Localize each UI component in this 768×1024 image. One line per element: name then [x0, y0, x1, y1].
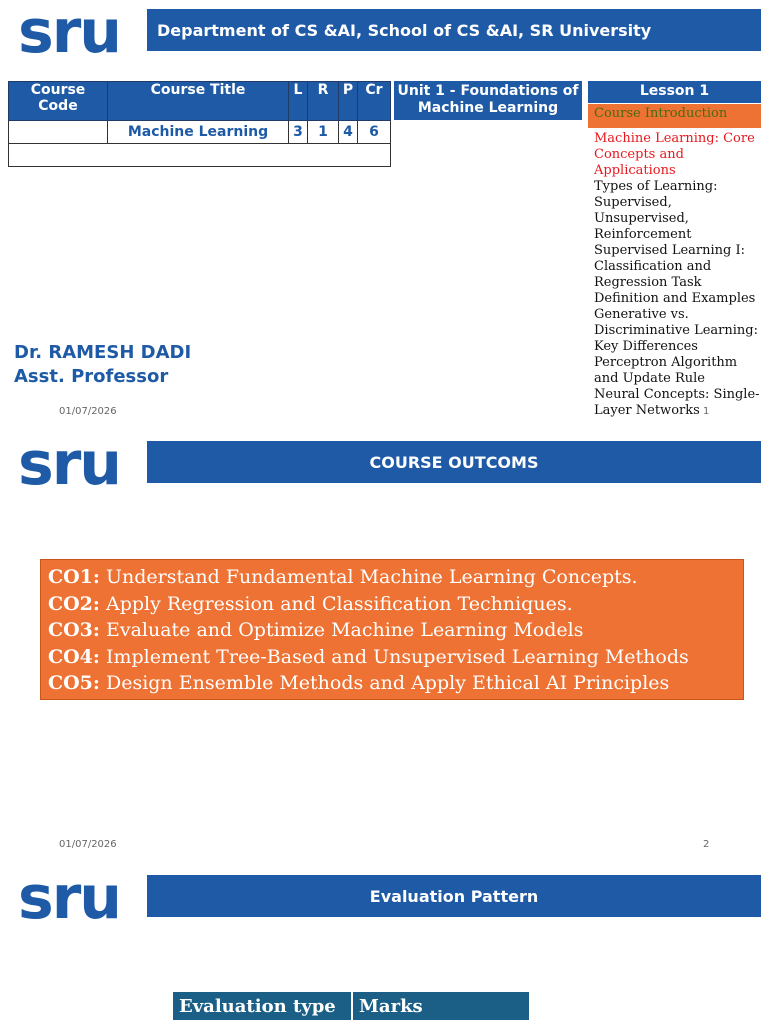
outcome-item: CO4: Implement Tree-Based and Unsupervised Learning Methods	[48, 645, 689, 668]
slide-date: 01/07/2026	[59, 406, 117, 417]
slide-3	[0, 866, 768, 1024]
outcome-item: CO3: Evaluate and Optimize Machine Learning Models	[48, 619, 584, 642]
lesson-subtitle: Course Introduction	[588, 104, 761, 128]
sru-logo	[18, 438, 130, 486]
outcome-item: CO2: Apply Regression and Classification Techniques.	[48, 592, 573, 615]
slide-2	[0, 432, 768, 864]
lesson-topic: Supervised Learning I: Classification and Regression Task Definition and Examples	[594, 243, 756, 306]
blank-row	[9, 144, 391, 167]
lesson-topic: Generative vs. Discriminative Learning: Key Differences	[594, 307, 758, 354]
slide-number: 1	[703, 406, 710, 417]
header-r: R	[308, 82, 339, 121]
svg-text:sru: sru	[18, 438, 121, 486]
unit-title: Unit 1 - Foundations of Machine Learning	[394, 81, 582, 120]
author-name: Dr. RAMESH DADI	[14, 342, 192, 363]
author-block	[14, 341, 191, 389]
lesson-topic-list	[594, 131, 760, 419]
course-outcomes-box	[40, 559, 744, 700]
svg-text:sru: sru	[18, 6, 121, 54]
slide-date: 01/07/2026	[59, 839, 117, 850]
outcome-item: CO1: Understand Fundamental Machine Learning Concepts.	[48, 566, 638, 588]
header-p: P	[339, 82, 358, 121]
sru-logo	[18, 6, 130, 54]
author-title: Asst. Professor	[14, 366, 169, 387]
outcome-item: CO5: Design Ensemble Methods and Apply Ethical AI Principles	[48, 672, 670, 695]
cell-l: 3	[289, 121, 308, 144]
header-course-code: Course Code	[9, 82, 108, 121]
cell-r: 1	[308, 121, 339, 144]
header-evaluation-type: Evaluation type	[173, 992, 352, 1020]
svg-text:sru: sru	[18, 872, 121, 920]
header-marks: Marks	[352, 992, 529, 1020]
lesson-topic: Perceptron Algorithm and Update Rule	[594, 355, 738, 386]
slide-banner: Department of CS &AI, School of CS &AI, SR University	[147, 9, 761, 51]
cell-p: 4	[339, 121, 358, 144]
slide-banner: Evaluation Pattern	[147, 875, 761, 917]
course-table	[8, 81, 391, 167]
header-course-title: Course Title	[108, 82, 289, 121]
header-cr: Cr	[358, 82, 391, 121]
header-l: L	[289, 82, 308, 121]
slide-1	[0, 0, 768, 432]
cell-cr: 6	[358, 121, 391, 144]
lesson-topic: Neural Concepts: Single-Layer Networks	[594, 387, 760, 418]
lesson-title: Lesson 1	[588, 81, 761, 103]
lesson-topic: Machine Learning: Core Concepts and Applications	[594, 131, 755, 178]
sru-logo	[18, 872, 130, 920]
lesson-topic: Types of Learning: Supervised, Unsupervised, Reinforcement	[594, 179, 718, 242]
slide-number: 2	[703, 839, 710, 850]
evaluation-table	[173, 992, 529, 1020]
cell-course-title: Machine Learning	[108, 121, 289, 144]
slide-banner: COURSE OUTCOMS	[147, 441, 761, 483]
cell-course-code	[9, 121, 108, 144]
